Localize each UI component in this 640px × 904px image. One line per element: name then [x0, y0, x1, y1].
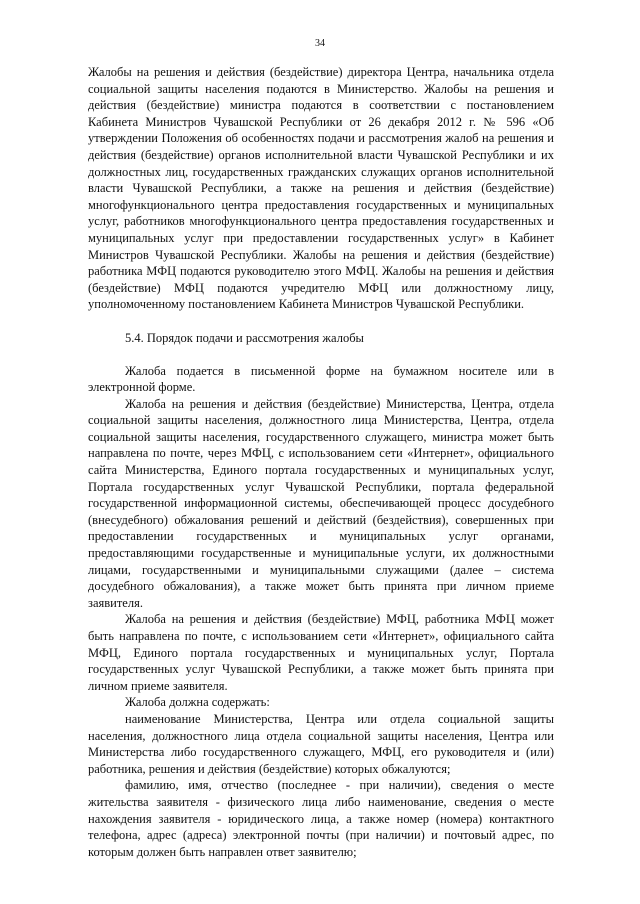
page-number: 34 [315, 38, 325, 49]
paragraph-complaints-submission: Жалобы на решения и действия (бездействие) директора Центра, начальника отдела социальной защиты населения подаются в Министерство. Жалобы на решения и действия (бездействие) министра подаются в соответствии с постановлением Кабинета Министров Чувашской Республики от 26 декабря 2012 г. № 596 «Об утверждении Положения об особенностях подачи и рассмотрения жалоб на решения и действия (бездействие) органов исполнительной власти Чувашской Республики и их должностных лиц, государственных гражданских служащих органов исполнительной власти Чувашской Республики, а также на решения и действия (бездействие) многофункционального центра предоставления государственных и муниципальных услуг, работников многофункционального центра предоставления государственных и муниципальных услуг при предоставлении государственных услуг» в Кабинет Министров Чувашской Республики. Жалобы на решения и действия (бездействие) работника МФЦ подаются руководителю этого МФЦ. Жалобы на решения и действия (бездействие) МФЦ подаются учредителю МФЦ или должностному лицу, уполномоченному постановлением Кабинета Министров Чувашской Республики. [88, 65, 554, 312]
section-heading: 5.4. Порядок подачи и рассмотрения жалобы [125, 330, 364, 345]
paragraph-complaint-contents-item-2: фамилию, имя, отчество (последнее - при наличии), сведения о месте жительства заявителя - физического лица либо наименование, сведения о месте нахождения заявителя - юридического лица, а также номер (номера) контактного телефона, адрес (адреса) электронной почты (при наличии) и почтовый адрес, по которым должен быть направлен ответ заявителю; [88, 778, 554, 859]
paragraph-complaint-contents-item-1: наименование Министерства, Центра или отдела социальной защиты населения, должностного лица отдела социальной защиты населения, Центра или Министерства либо государственного служащего, МФЦ, его руководителя и (или) работника, решения и действия (бездействие) которых обжалуются; [88, 711, 554, 776]
paragraph-complaint-contents-intro: Жалоба должна содержать: [125, 695, 270, 710]
paragraph-complaint-channels-mfc: Жалоба на решения и действия (бездействие) МФЦ, работника МФЦ может быть направлена по почте, с использованием сети «Интернет», официального сайта МФЦ, Единого портала государственных и муниципальных услуг, Портала государственных услуг Чувашской Республики, а также может быть принята при личном приеме заявителя. [88, 612, 554, 693]
paragraph-complaint-channels-ministry: Жалоба на решения и действия (бездействие) Министерства, Центра, отдела социальной защиты населения, должностного лица Министерства, Центра, отдела социальной защиты населения, государственного служащего, министра может быть направлена по почте, через МФЦ, с использованием сети «Интернет», официального сайта Министерства, Единого портала государственных и муниципальных услуг, Портала государственных услуг Чувашской Республики, портала федеральной государственной информационной системы, обеспечивающей процесс досудебного (внесудебного) обжалования решений и действий (бездействия), совершенных при предоставлении государственных и муниципальных услуг органами, предоставляющими государственные и муниципальные услуги, их должностными лицами, государственными и муниципальными служащими (далее – система досудебного обжалования), а также может быть принята при личном приеме заявителя. [88, 396, 554, 610]
document-body [88, 64, 554, 860]
paragraph-complaint-form: Жалоба подается в письменной форме на бумажном носителе или в электронной форме. [88, 363, 554, 395]
